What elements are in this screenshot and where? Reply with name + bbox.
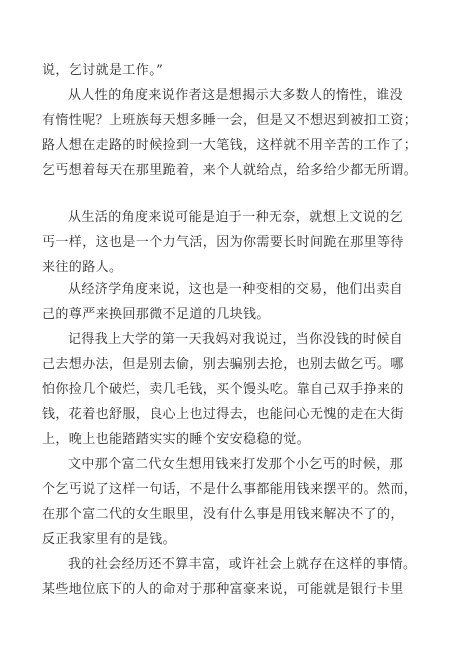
paragraph-line: 上，晚上也能踏踏实实的睡个安安稳稳的觉。 bbox=[42, 432, 311, 447]
paragraph-line: 有惰性呢？上班族每天想多睡一会，但是又不想迟到被扣工资； bbox=[42, 113, 418, 128]
paragraph-7 bbox=[42, 552, 432, 602]
paragraph-line: 来往的路人。 bbox=[42, 260, 123, 275]
paragraph-line: 反正我家里有的是钱。 bbox=[42, 532, 177, 547]
paragraph-line: 乞丐想着每天在那里跪着，来个人就给点，给多给少都无所谓。 bbox=[42, 163, 418, 178]
paragraph-line: 从人性的角度来说作者这是想揭示大多数人的惰性，谁没 bbox=[68, 88, 404, 103]
paragraph-line: 我的社会经历还不算丰富，或许社会上就存在这样的事情。 bbox=[68, 557, 417, 572]
paragraph-3 bbox=[42, 205, 432, 280]
paragraph-line: 某些地位底下的人的命对于那种富豪来说，可能就是银行卡里 bbox=[42, 582, 404, 597]
paragraph-line: 怕你捡几个破烂，卖几毛钱，买个馒头吃。靠自己双手挣来的 bbox=[42, 382, 404, 397]
paragraph-line: 己的尊严来换回那微不足道的几块钱。 bbox=[42, 307, 270, 322]
paragraph-line: 说，乞讨就是工作。” bbox=[42, 63, 164, 78]
paragraph-line: 从经济学角度来说，这也是一种变相的交易，他们出卖自 bbox=[68, 282, 404, 297]
paragraph-line: 从生活的角度来说可能是迫于一种无奈，就想上文说的乞 bbox=[68, 210, 404, 225]
paragraph-line: 记得我上大学的第一天我妈对我说过，当你没钱的时候自 bbox=[68, 332, 404, 347]
paragraph-line: 在那个富二代的女生眼里，没有什么事是用钱来解决不了的， bbox=[42, 507, 404, 522]
paragraph-line: 钱，花着也舒服，良心上也过得去，也能问心无愧的走在大街 bbox=[42, 407, 404, 422]
paragraph-line: 个乞丐说了这样一句话，不是什么事都能用钱来摆平的。然而， bbox=[42, 482, 418, 497]
paragraph-5 bbox=[42, 327, 432, 452]
paragraph-line: 路人想在走路的时候捡到一大笔钱，这样就不用辛苦的工作了； bbox=[42, 138, 418, 153]
paragraph-4 bbox=[42, 277, 432, 327]
paragraph-6 bbox=[42, 452, 432, 552]
paragraph-2 bbox=[42, 83, 432, 183]
paragraph-1 bbox=[42, 58, 432, 83]
paragraph-line: 己去想办法，但是别去偷，别去骗别去抢，也别去做乞丐。哪 bbox=[42, 357, 404, 372]
paragraph-line: 文中那个富二代女生想用钱来打发那个小乞丐的时候，那 bbox=[68, 457, 404, 472]
paragraph-line: 丐一样，这也是一个力气活，因为你需要长时间跪在那里等待 bbox=[42, 235, 404, 250]
